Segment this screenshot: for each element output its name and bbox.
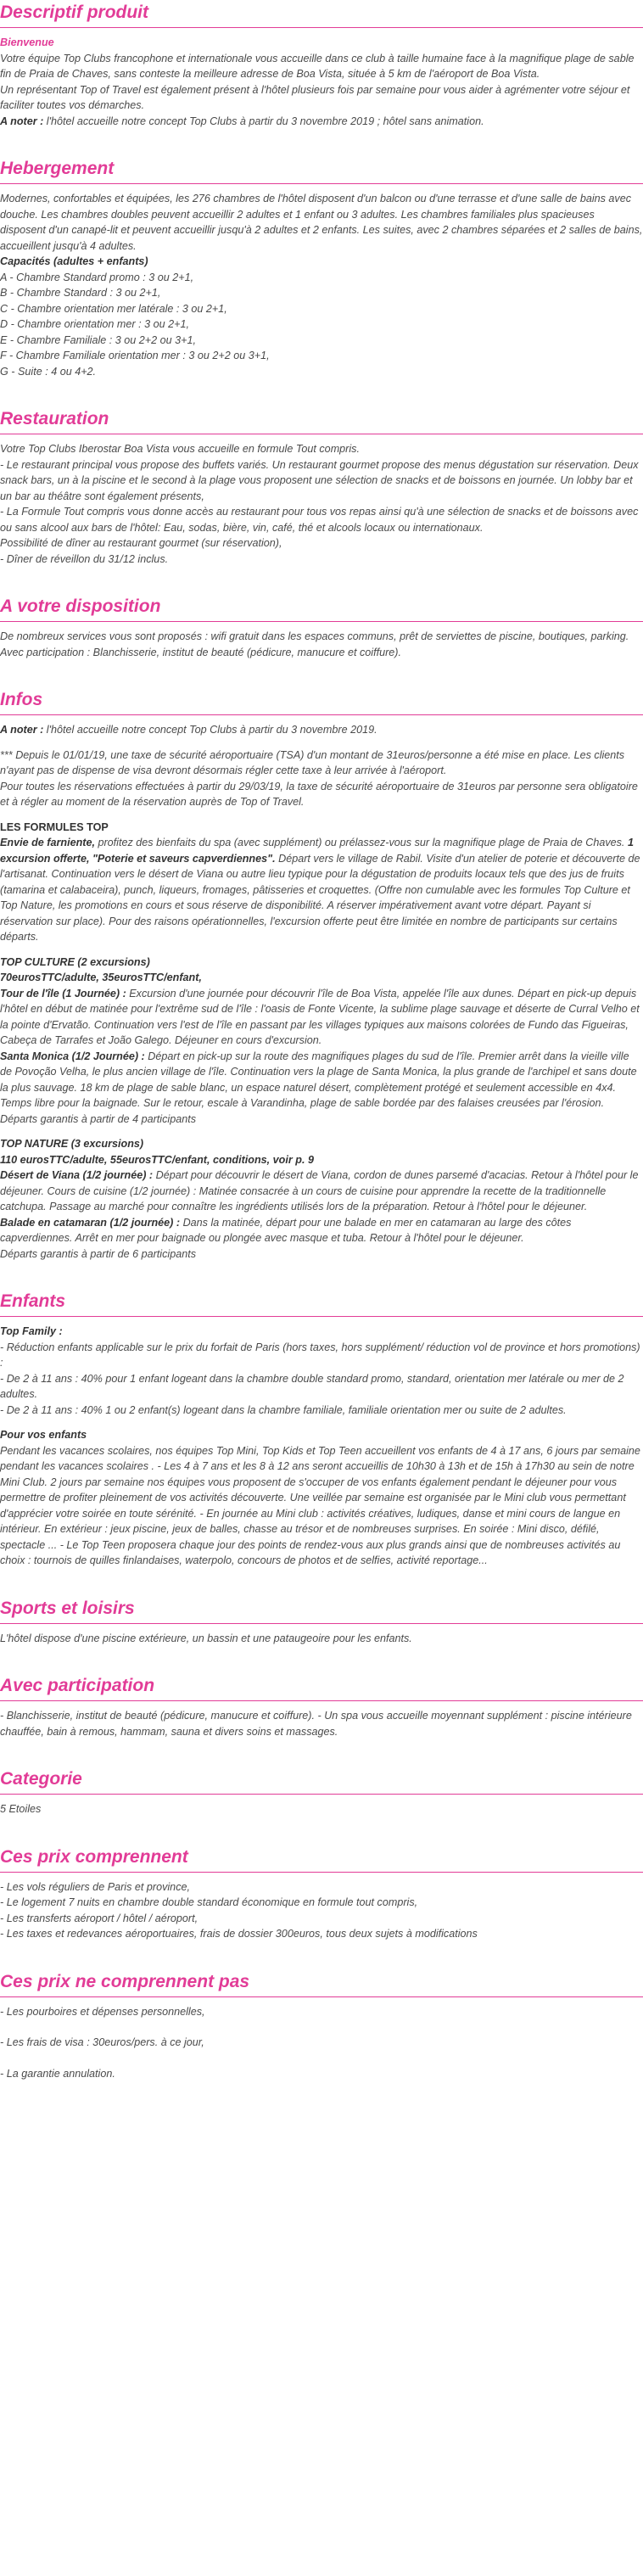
section-sports [0, 1588, 643, 1647]
section-content-disposition [0, 629, 643, 660]
section-divider [0, 183, 643, 184]
section-content-infos [0, 722, 643, 1262]
note-text: l'hôtel accueille notre concept Top Clubs à partir du 3 novembre 2019 ; hôtel sans animation. [43, 115, 484, 127]
note-line [0, 722, 643, 738]
section-title-sports: Sports et loisirs [0, 1598, 135, 1618]
section-title-comprennent: Ces prix comprennent [0, 1846, 188, 1867]
kids-heading: Pour vos enfants [0, 1429, 87, 1441]
section-content-hebergement [0, 191, 643, 379]
note-label: A noter : [0, 724, 44, 736]
capacity-item: A - Chambre Standard promo : 3 ou 2+1, [0, 271, 194, 283]
text: Départ pour découvrir le désert de Viana, cordon de dunes parsemé d'acacias. Retour à l'hôtel pour le déjeuner. Cours de cuisine (1/2 journée) : Matinée consacrée à un cours de cuisine pour apprendre la recette de la traditionnelle catchupa. Passage au marché pour connaître les ingrédients utilisés lors de la préparation. Retour à l'hôtel pour le déjeuner. [0, 1169, 639, 1212]
section-title-descriptif: Descriptif produit [0, 3, 149, 22]
top-family-heading: Top Family : [0, 1325, 63, 1337]
text: Départ en pick-up sur la route des magnifiques plages du sud de l'île. Premier arrêt dans la vieille ville de Povoção Velha, le plus ancien village de l'île. Continuation vers la plage de Santa Monica, la plus grande de l'archipel et sans doute la plus sauvage. 18 km de plage de sable blanc, un espace naturel désert, complètement protégé et seulement accessible en 4x4. Temps libre pour la baignade. Sur le retour, escale à Varandinha, plage de sable bordée par des falaises creusées par l'érosion. [0, 1050, 637, 1109]
section-hebergement [0, 148, 643, 379]
note-line [0, 114, 643, 130]
paragraph [0, 835, 643, 945]
section-content-enfants [0, 1324, 643, 1569]
excursion-name: Désert de Viana (1/2 journée) : [0, 1169, 154, 1181]
list-item: - Les vols réguliers de Paris et province, [0, 1880, 190, 1893]
section-restauration [0, 398, 643, 567]
section-title-disposition: A votre disposition [0, 596, 161, 616]
section-content-categorie [0, 1801, 643, 1817]
section-divider [0, 621, 643, 622]
list-item: - Les frais de visa : 30euros/pers. à ce jour, [0, 2036, 204, 2048]
note-text: l'hôtel accueille notre concept Top Clubs à partir du 3 novembre 2019. [43, 724, 377, 736]
list-item: - La garantie annulation. [0, 2067, 115, 2080]
section-content-ne-comprennent [0, 2004, 643, 2082]
section-comprennent [0, 1836, 643, 1942]
list-item: - Les taxes et redevances aéroportuaires, frais de dossier 300euros, tous deux sujets à modifications [0, 1928, 478, 1940]
capacity-item: D - Chambre orientation mer : 3 ou 2+1, [0, 318, 189, 330]
top-culture-heading: TOP CULTURE (2 excursions) [0, 955, 150, 968]
capacity-item: C - Chambre orientation mer latérale : 3 ou 2+1, [0, 302, 227, 315]
section-divider [0, 1316, 643, 1317]
list-item: - Le logement 7 nuits en chambre double standard économique en formule tout compris, [0, 1896, 418, 1908]
note-label: A noter : [0, 115, 44, 127]
paragraph: - De 2 à 11 ans : 40% 1 ou 2 enfant(s) logeant dans la chambre familiale, familiale orientation mer ou suite de 2 adultes. [0, 1403, 567, 1416]
section-divider [0, 1623, 643, 1624]
section-title-ne-comprennent: Ces prix ne comprennent pas [0, 1971, 250, 1991]
excursion-name: Balade en catamaran (1/2 journée) : [0, 1216, 181, 1229]
paragraph: Votre Top Clubs Iberostar Boa Vista vous accueille en formule Tout compris. [0, 443, 360, 455]
paragraph [0, 1215, 643, 1246]
section-disposition [0, 585, 643, 660]
paragraph [0, 986, 643, 1049]
section-divider [0, 1700, 643, 1701]
section-infos [0, 679, 643, 1262]
section-content-descriptif [0, 35, 643, 129]
spacer [0, 945, 643, 955]
paragraph [0, 1168, 643, 1215]
category-value: 5 Etoiles [0, 1803, 42, 1815]
spacer [0, 810, 643, 820]
spacer [0, 2019, 643, 2035]
paragraph: Un représentant Top of Travel est également présent à l'hôtel plusieurs fois par semaine pour vous aider à agrémenter votre séjour et faciliter toutes vos démarches. [0, 83, 630, 111]
section-descriptif [0, 0, 643, 129]
excursion-name: Tour de l'île (1 Journée) : [0, 987, 126, 1000]
capacity-item: E - Chambre Familiale : 3 ou 2+2 ou 3+1, [0, 333, 197, 346]
capacity-item: B - Chambre Standard : 3 ou 2+1, [0, 287, 161, 299]
section-categorie [0, 1758, 643, 1817]
section-content-sports [0, 1631, 643, 1647]
excursion-name: Santa Monica (1/2 Journée) : [0, 1050, 145, 1062]
spacer [0, 1418, 643, 1427]
spacer [0, 2051, 643, 2066]
paragraph: - Réduction enfants applicable sur le prix du forfait de Paris (hors taxes, hors supplément/ réduction vol de province et hors promotions) : [0, 1341, 640, 1369]
section-divider [0, 1872, 643, 1873]
paragraph: Modernes, confortables et équipées, les 276 chambres de l'hôtel disposent d'un balcon ou d'une terrasse et d'une salle de bains avec douche. Les chambres doubles peuvent accueillir 2 adultes et 1 enfant ou 3 adultes. Les chambres familiales plus spacieuses disposent d'un canapé-lit et peuvent accueillir jusqu'à 2 adultes et 2 enfants. Les suites, avec 2 chambres séparées et 2 salles de bains, accueillent jusqu'à 4 adultes. [0, 193, 643, 252]
list-item: - Les pourboires et dépenses personnelles, [0, 2005, 205, 2018]
paragraph: Possibilité de dîner au restaurant gourmet (sur réservation), [0, 537, 282, 549]
section-divider [0, 27, 643, 28]
text: Départ vers le village de Rabil. Visite d'un atelier de poterie et découverte de l'artisanat. Continuation vers le désert de Viana ou autre lieu typique pour la dégustation de produits locaux tels que des jus de fruits (tamarina et calabaceira), punch, liqueurs, fromages, pâtisseries et croquettes. (Offre non cumulable avec les formules Top Culture et Top Nature, les promotions en cours et sous réserve de disponibilité. A réserver impérativement avant votre départ. Payant si réservation sur place). Pour des raisons opérationnelles, l'excursion offerte peut être limitée en nombre de participants sur certains départs. [0, 852, 640, 943]
paragraph: *** Depuis le 01/01/19, une taxe de sécurité aéroportuaire (TSA) d'un montant de 31euros/personne a été mise en place. Les clients n'ayant pas de dispense de visa devront désormais régler cette taxe à leur arrivée à l'aéroport. [0, 748, 625, 776]
section-content-restauration [0, 441, 643, 567]
section-title-restauration: Restauration [0, 409, 109, 428]
paragraph: Départs garantis à partir de 4 participants [0, 1112, 197, 1125]
top-culture-price: 70eurosTTC/adulte, 35eurosTTC/enfant, [0, 972, 202, 983]
paragraph: Votre équipe Top Clubs francophone et internationale vous accueille dans ce club à taille humaine face à la magnifique plage de sable fin de Praia de Chaves, sans conteste la meilleure adresse de Boa Vista, située à 5 km de l'aéroport de Boa Vista. [0, 52, 635, 80]
section-divider [0, 1996, 643, 1997]
paragraph: Pendant les vacances scolaires, nos équipes Top Mini, Top Kids et Top Teen accueillent vos enfants de 4 à 17 ans, 6 jours par semaine pendant les vacances scolaires . - Les 4 à 7 ans et les 8 à 12 ans seront accueillis de 10h30 à 13h et de 15h à 17h30 au sein de notre Mini Club. 2 jours par semaine nos équipes vous proposent de s'occuper de vos enfants également pendant le déjeuner pour vous permettre de profiter pleinement de vos activités découverte. Une veillée par semaine est organisée par le Mini club vous permettant d'apprécier votre soirée en toute sérénité. - En journée au Mini club : activités créatives, ludiques, danse et mini cours de langue en intérieur. En extérieur : jeux piscine, jeux de balles, chasse au trésor et de nombreuses surprises. En soirée : Mini disco, défilé, spectacle ... - Le Top Teen proposera chaque jour des points de rendez-vous aux plus grands ainsi que de nombreuses activités au choix : tournois de quilles finlandaises, waterpolo, concours de photos et de selfies, activité reportage... [0, 1444, 640, 1566]
emphasis: 1 excursion offerte, "Poterie et saveurs capverdiennes". [0, 837, 634, 865]
paragraph [0, 1049, 643, 1112]
section-content-participation [0, 1708, 643, 1739]
section-title-enfants: Enfants [0, 1291, 66, 1311]
welcome-heading: Bienvenue [0, 36, 54, 48]
paragraph: - Dîner de réveillon du 31/12 inclus. [0, 552, 169, 565]
spacer [0, 1127, 643, 1136]
paragraph: Pour toutes les réservations effectuées à partir du 29/03/19, la taxe de sécurité aéroportuaire de 31euros par personne sera obligatoire et à régler au moment de la réservation auprès de Top of Travel. [0, 780, 638, 808]
section-participation [0, 1665, 643, 1739]
section-divider [0, 714, 643, 715]
formules-heading: LES FORMULES TOP [0, 820, 109, 833]
capacity-item: G - Suite : 4 ou 4+2. [0, 365, 97, 378]
section-title-infos: Infos [0, 690, 43, 709]
paragraph: - Blanchisserie, institut de beauté (pédicure, manucure et coiffure). - Un spa vous accueille moyennant supplément : piscine intérieure chauffée, bain à remous, hammam, sauna et divers soins et massages. [0, 1710, 632, 1738]
text: Dans la matinée, départ pour une balade en mer en catamaran au large des côtes capverdiennes. Arrêt en mer pour baignade ou plongée avec masque et tuba. Retour à l'hôtel pour le déjeuner. [0, 1216, 572, 1244]
section-content-comprennent [0, 1879, 643, 1942]
paragraph: - Le restaurant principal vous propose des buffets variés. Un restaurant gourmet propose des menus dégustation sur réservation. Deux snack bars, un à la piscine et le second à la plage vous proposent une sélection de snacks et de boissons en journée. Un lobby bar et un bar au théâtre sont également présents, [0, 458, 639, 502]
section-ne-comprennent [0, 1961, 643, 2082]
paragraph: Départs garantis à partir de 6 participants [0, 1247, 197, 1260]
capacity-item: F - Chambre Familiale orientation mer : 3 ou 2+2 ou 3+1, [0, 350, 270, 361]
text: profitez des bienfaits du spa (avec supplément) ou prélassez-vous sur la magnifique plage de Praia de Chaves. [94, 837, 628, 848]
section-title-participation: Avec participation [0, 1676, 155, 1695]
paragraph: - La Formule Tout compris vous donne accès au restaurant pour tous vos repas ainsi qu'à une sélection de snacks et de boissons avec ou sans alcool aux bars de l'hôtel: Eau, sodas, bière, vin, café, thé et alcools locaux ou internationaux. [0, 506, 639, 534]
section-divider [0, 1794, 643, 1795]
paragraph: - De 2 à 11 ans : 40% pour 1 enfant logeant dans la chambre double standard promo, standard, orientation mer latérale ou mer de 2 adultes. [0, 1372, 624, 1400]
list-item: - Les transferts aéroport / hôtel / aéroport, [0, 1912, 198, 1924]
section-enfants [0, 1280, 643, 1569]
text: Excursion d'une journée pour découvrir l'île de Boa Vista, appelée l'île aux dunes. Départ en pick-up depuis l'hôtel en début de matinée pour l'extrême sud de l'île : l'oasis de Fonte Vicente, la sublime plage sauvage et déserte de Curral Velho et la pointe d'Ervatão. Continuation vers l'est de l'île en passant par les villages typiques aux maisons colorées de Fundo das Figueiras, Cabeça de Tarrafes et João Galego. Déjeuner en cours d'excursion. [0, 987, 640, 1046]
spacer [0, 738, 643, 748]
capacity-heading: Capacités (adultes + enfants) [0, 255, 148, 267]
section-title-hebergement: Hebergement [0, 159, 115, 178]
section-title-categorie: Categorie [0, 1769, 82, 1789]
emphasis: Envie de farniente, [0, 837, 95, 848]
top-nature-price: 110 eurosTTC/adulte, 55eurosTTC/enfant, conditions, voir p. 9 [0, 1153, 314, 1166]
paragraph: L'hôtel dispose d'une piscine extérieure, un bassin et une pataugeoire pour les enfants. [0, 1632, 412, 1644]
paragraph: De nombreux services vous sont proposés : wifi gratuit dans les espaces communs, prêt de serviettes de piscine, boutiques, parking. Avec participation : Blanchisserie, institut de beauté (pédicure, manucure et coiffure). [0, 630, 629, 658]
top-nature-heading: TOP NATURE (3 excursions) [0, 1138, 144, 1150]
